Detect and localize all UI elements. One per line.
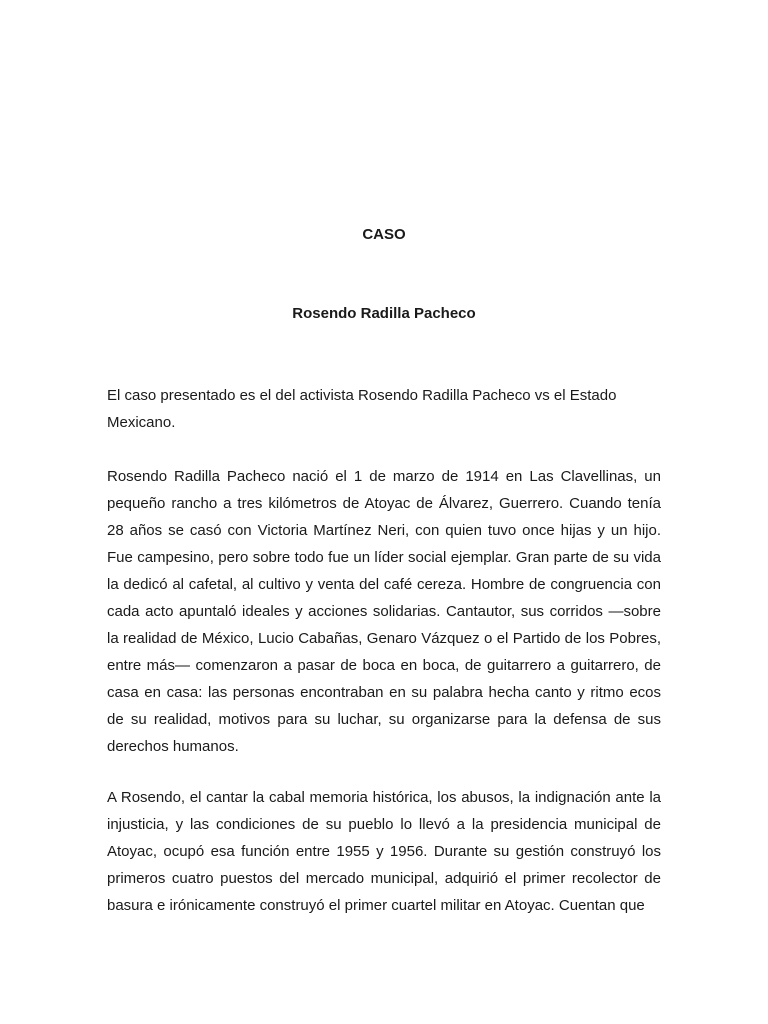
paragraph-presidency: A Rosendo, el cantar la cabal memoria histórica, los abusos, la indignación ante la injusticia, y las condiciones de su pueblo lo llevó a la presidencia municipal de Atoyac, ocupó esa función entre 1955 y 1956. Durante su gestión construyó los primeros cuatro puestos del mercado municipal, adquirió el primer recolector de basura e irónicamente construyó el primer cuartel militar en Atoyac. Cuentan que: [107, 789, 661, 914]
document-subtitle: Rosendo Radilla Pacheco: [292, 305, 476, 322]
document-title: CASO: [362, 226, 406, 243]
paragraph-intro: El caso presentado es el del activista Rosendo Radilla Pacheco vs el Estado Mexicano.: [107, 387, 617, 431]
paragraph-biography: Rosendo Radilla Pacheco nació el 1 de marzo de 1914 en Las Clavellinas, un pequeño rancho a tres kilómetros de Atoyac de Álvarez, Guerrero. Cuando tenía 28 años se casó con Victoria Martínez Neri, con quien tuvo once hijas y un hijo. Fue campesino, pero sobre todo fue un líder social ejemplar. Gran parte de su vida la dedicó al cafetal, al cultivo y venta del café cereza. Hombre de congruencia con cada acto apuntaló ideales y acciones solidarias. Cantautor, sus corridos —sobre la realidad de México, Lucio Cabañas, Genaro Vázquez o el Partido de los Pobres, entre más— comenzaron a pasar de boca en boca, de guitarrero a guitarrero, de casa en casa: las personas encontraban en su palabra hecha canto y ritmo ecos de su realidad, motivos para su luchar, su organizarse para la defensa de sus derechos humanos.: [107, 468, 661, 755]
